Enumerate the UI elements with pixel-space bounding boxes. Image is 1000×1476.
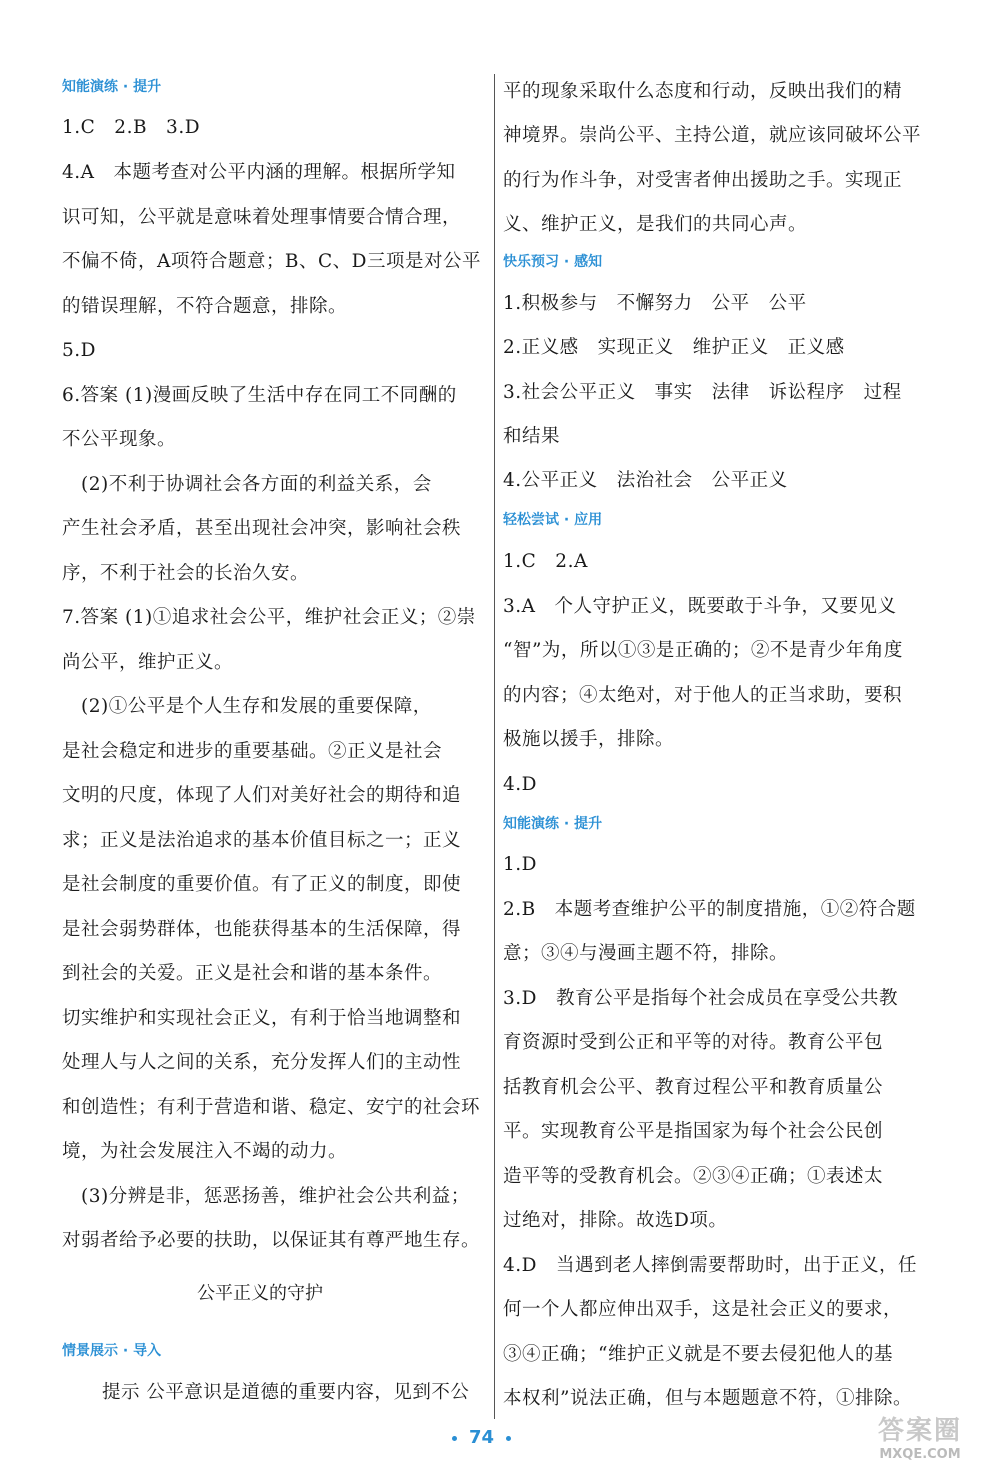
text-line: 和结果 — [503, 426, 561, 447]
text-line: 的内容；④太绝对，对于他人的正当求助，要积 — [503, 685, 903, 706]
text-line: 识可知，公平就是意味着处理事情要合情合理， — [62, 207, 462, 228]
text-line: 到社会的关爱。正义是社会和谐的基本条件。 — [62, 963, 443, 984]
dot-icon — [452, 1436, 457, 1441]
column-divider — [494, 74, 495, 1419]
text-line: 意；③④与漫画主题不符，排除。 — [503, 943, 789, 964]
text-line: (2)①公平是个人生存和发展的重要保障， — [62, 696, 432, 717]
section-title: 公平正义的守护 — [197, 1283, 323, 1304]
text-line: (2)不利于协调社会各方面的利益关系，会 — [62, 474, 432, 495]
text-line: 造平等的受教育机会。②③④正确；①表述太 — [503, 1166, 884, 1187]
text-line: 平的现象采取什么态度和行动，反映出我们的精 — [503, 81, 903, 102]
text-line: 4.D — [503, 774, 537, 795]
text-line: 不偏不倚，A项符合题意；B、C、D三项是对公平 — [62, 251, 481, 272]
text-line: 本权利”说法正确，但与本题题意不符，①排除。 — [503, 1388, 912, 1409]
text-line: 3.D 教育公平是指每个社会成员在享受公共教 — [503, 988, 898, 1009]
section-heading-try: 轻松尝试 · 应用 — [503, 512, 603, 528]
watermark-logo: 答案圈 MXQE.COM — [877, 1416, 962, 1462]
text-line: 处理人与人之间的关系，充分发挥人们的主动性 — [62, 1052, 462, 1073]
text-line: 不公平现象。 — [62, 429, 177, 450]
text-line: 平。实现教育公平是指国家为每个社会公民创 — [503, 1121, 884, 1142]
text-line: 义、维护正义，是我们的共同心声。 — [503, 214, 808, 235]
text-line: 1.D — [503, 854, 537, 875]
text-line: 求；正义是法治追求的基本价值目标之一；正义 — [62, 830, 462, 851]
hint-line: 提示 公平意识是道德的重要内容，见到不公 — [102, 1382, 470, 1403]
text-line: 境，为社会发展注入不竭的动力。 — [62, 1141, 348, 1162]
section-heading-practice: 知能演练 · 提升 — [62, 79, 162, 95]
text-line: “智”为，所以①③是正确的；②不是青少年角度 — [503, 640, 903, 661]
text-line: 括教育机会公平、教育过程公平和教育质量公 — [503, 1077, 884, 1098]
section-heading-preview: 快乐预习 · 感知 — [503, 254, 603, 270]
text-line: 1.C 2.A — [503, 551, 588, 572]
text-line: 4.A 本题考查对公平内涵的理解。根据所学知 — [62, 162, 456, 183]
text-line: 7.答案 (1)①追求社会公平，维护社会正义；②崇 — [62, 607, 476, 628]
text-line: 产生社会矛盾，甚至出现社会冲突，影响社会秩 — [62, 518, 462, 539]
text-line: 5.D — [62, 340, 96, 361]
text-line: 1.积极参与 不懈努力 公平 公平 — [503, 293, 807, 314]
text-line: 序，不利于社会的长治久安。 — [62, 563, 310, 584]
section-heading-practice-2: 知能演练 · 提升 — [503, 816, 603, 832]
text-line: 神境界。崇尚公平、主持公道，就应该同破坏公平 — [503, 125, 922, 146]
page-number: 74 — [440, 1427, 523, 1448]
text-line: 的错误理解，不符合题意，排除。 — [62, 296, 348, 317]
text-line: 2.B 本题考查维护公平的制度措施，①②符合题 — [503, 899, 916, 920]
text-line: 尚公平，维护正义。 — [62, 652, 234, 673]
text-line: 何一个人都应伸出双手，这是社会正义的要求， — [503, 1299, 903, 1320]
text-line: 和创造性；有利于营造和谐、稳定、安宁的社会环 — [62, 1097, 481, 1118]
text-line: 2.正义感 实现正义 维护正义 正义感 — [503, 337, 845, 358]
text-line: 是社会稳定和进步的重要基础。②正义是社会 — [62, 741, 443, 762]
text-line: 对弱者给予必要的扶助，以保证其有尊严地生存。 — [62, 1230, 481, 1251]
section-heading-scenario: 情景展示 · 导入 — [62, 1343, 162, 1359]
text-line: 育资源时受到公正和平等的对待。教育公平包 — [503, 1032, 884, 1053]
text-line: 切实维护和实现社会正义，有利于恰当地调整和 — [62, 1008, 462, 1029]
text-line: 是社会弱势群体，也能获得基本的生活保障，得 — [62, 919, 462, 940]
text-line: 是社会制度的重要价值。有了正义的制度，即使 — [62, 874, 462, 895]
text-line: ③④正确；“维护正义就是不要去侵犯他人的基 — [503, 1344, 893, 1365]
text-line: 6.答案 (1)漫画反映了生活中存在同工不同酬的 — [62, 385, 457, 406]
text-line: 文明的尺度，体现了人们对美好社会的期待和追 — [62, 785, 462, 806]
text-line: 3.A 个人守护正义，既要敢于斗争，又要见义 — [503, 596, 897, 617]
text-line: 1.C 2.B 3.D — [62, 117, 201, 138]
text-line: 的行为作斗争，对受害者伸出援助之手。实现正 — [503, 170, 903, 191]
text-line: 4.公平正义 法治社会 公平正义 — [503, 470, 788, 491]
text-line: 过绝对，排除。故选D项。 — [503, 1210, 728, 1231]
dot-icon — [506, 1436, 511, 1441]
text-line: 3.社会公平正义 事实 法律 诉讼程序 过程 — [503, 382, 902, 403]
text-line: (3)分辨是非，惩恶扬善，维护社会公共利益； — [62, 1186, 470, 1207]
text-line: 极施以援手，排除。 — [503, 729, 675, 750]
text-line: 4.D 当遇到老人摔倒需要帮助时，出于正义，任 — [503, 1255, 917, 1276]
